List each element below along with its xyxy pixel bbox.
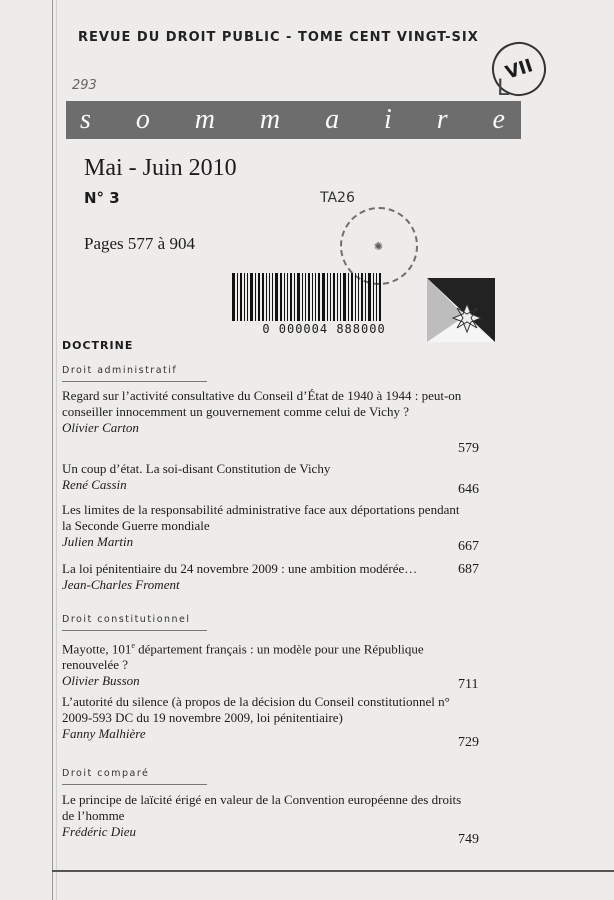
toc-entry <box>62 388 462 436</box>
entry-page: 667 <box>458 539 479 554</box>
seal-mark-icon: ✺ <box>372 238 386 254</box>
toc-entry <box>62 502 462 550</box>
entry-author: Fanny Malhière <box>62 726 146 741</box>
banner-letter: a <box>325 104 342 135</box>
barcode-bar <box>365 273 366 321</box>
page-bottom-rule <box>52 870 614 872</box>
issue-date: Mai - Juin 2010 <box>84 155 237 181</box>
barcode-bar <box>262 273 264 321</box>
banner-letter: i <box>383 104 394 135</box>
barcode-bar <box>266 273 267 321</box>
barcode-bar <box>333 273 335 321</box>
subsection-title: Droit administratif <box>62 365 178 376</box>
barcode-bar <box>305 273 306 321</box>
barcode-bar <box>318 273 320 321</box>
toc-entry <box>62 561 452 593</box>
barcode-bar <box>275 273 278 321</box>
issue-number: N° 3 <box>84 189 120 207</box>
journal-header: REVUE DU DROIT PUBLIC - TOME CENT VINGT-SIX <box>78 30 479 45</box>
entry-author: Jean-Charles Froment <box>62 577 180 592</box>
toc-entry <box>62 792 462 840</box>
handwritten-number: 293 <box>72 78 97 93</box>
entry-author: Olivier Busson <box>62 673 140 689</box>
barcode-bar <box>337 273 338 321</box>
banner-letter: m <box>194 104 217 135</box>
subsection-rule <box>62 784 207 785</box>
binding-fold-shadow <box>56 0 57 900</box>
barcode-bar <box>255 273 256 321</box>
barcode-bar <box>373 273 374 321</box>
section-title-doctrine: DOCTRINE <box>62 339 134 352</box>
barcode-bar <box>294 273 295 321</box>
barcode-bar <box>290 273 292 321</box>
barcode-bar <box>315 273 316 321</box>
barcode-bar <box>355 273 356 321</box>
toc-entry <box>62 694 462 742</box>
barcode-bar <box>340 273 341 321</box>
barcode <box>224 273 424 337</box>
volume-stamp: VII <box>485 35 553 103</box>
barcode-bar <box>258 273 260 321</box>
toc-entry <box>62 461 462 493</box>
entry-title-superscript: e <box>131 641 135 650</box>
barcode-bars-icon <box>232 273 417 321</box>
barcode-bar <box>379 273 381 321</box>
barcode-bar <box>351 273 353 321</box>
barcode-bar <box>244 273 245 321</box>
publisher-logo-icon <box>427 278 495 342</box>
barcode-bar <box>368 273 371 321</box>
banner-letter: e <box>492 104 507 135</box>
subsection-rule <box>62 630 207 631</box>
barcode-bar <box>343 273 346 321</box>
barcode-bar <box>272 273 273 321</box>
barcode-bar <box>237 273 238 321</box>
barcode-bar <box>284 273 285 321</box>
entry-page: 687 <box>458 562 479 577</box>
barcode-bar <box>302 273 303 321</box>
barcode-bar <box>358 273 359 321</box>
entry-title-part: département français : un modèle pour une République renouvelée ? <box>62 641 424 673</box>
barcode-bar <box>327 273 328 321</box>
page-range: Pages 577 à 904 <box>84 234 195 253</box>
toc-entry <box>62 638 462 689</box>
banner-letter: m <box>259 104 283 135</box>
entry-page: 646 <box>458 482 479 497</box>
barcode-bar <box>376 273 377 321</box>
entry-page: 729 <box>458 735 479 750</box>
entry-title: Le principe de laïcité érigé en valeur de la Convention européenne des droits de l’homme <box>62 792 462 823</box>
barcode-bar <box>287 273 288 321</box>
entry-title: La loi pénitentiaire du 24 novembre 2009 : une ambition modérée… <box>62 561 418 576</box>
barcode-bar <box>308 273 310 321</box>
entry-page: 711 <box>458 677 479 692</box>
entry-author: René Cassin <box>62 477 127 492</box>
barcode-bar <box>240 273 242 321</box>
banner-letter: s <box>80 104 93 135</box>
entry-title-part: Mayotte, 101 <box>62 641 132 657</box>
entry-author: Julien Martin <box>62 534 134 549</box>
entry-page: 749 <box>458 832 479 847</box>
banner-letter: r <box>436 104 450 135</box>
entry-author: Olivier Carton <box>62 420 139 435</box>
barcode-bar <box>312 273 313 321</box>
barcode-bar <box>247 273 248 321</box>
subsection-title: Droit constitutionnel <box>62 614 191 625</box>
entry-author: Frédéric Dieu <box>62 824 137 839</box>
barcode-bar <box>297 273 300 321</box>
barcode-bar <box>322 273 325 321</box>
barcode-bar <box>232 273 235 321</box>
pencil-letter: L <box>497 76 510 101</box>
entry-title: Regard sur l’activité consultative du Conseil d’État de 1940 à 1944 : peut-on conseiller innocemment un gouvernement comme celui de Vichy ? <box>62 388 462 419</box>
entry-title <box>62 638 462 673</box>
ink-annotation: TA26 <box>320 190 355 206</box>
barcode-number: 0 000004 888000 <box>262 322 386 336</box>
barcode-bar <box>269 273 270 321</box>
banner-letter: o <box>135 104 152 135</box>
sommaire-banner <box>66 101 521 139</box>
barcode-bar <box>250 273 253 321</box>
barcode-bar <box>361 273 363 321</box>
barcode-bar <box>348 273 349 321</box>
entry-title: Les limites de la responsabilité administrative face aux déportations pendant la Seconde Guerre mondiale <box>62 502 460 533</box>
barcode-bar <box>330 273 331 321</box>
subsection-title: Droit comparé <box>62 768 150 779</box>
entry-page: 579 <box>458 441 479 456</box>
binding-fold <box>52 0 53 900</box>
entry-title: L’autorité du silence (à propos de la décision du Conseil constitutionnel n° 2009-593 DC du 19 novembre 2009, loi pénitentiaire) <box>62 694 450 725</box>
subsection-rule <box>62 381 207 382</box>
barcode-bar <box>280 273 282 321</box>
entry-title: Un coup d’état. La soi-disant Constitution de Vichy <box>62 461 331 476</box>
